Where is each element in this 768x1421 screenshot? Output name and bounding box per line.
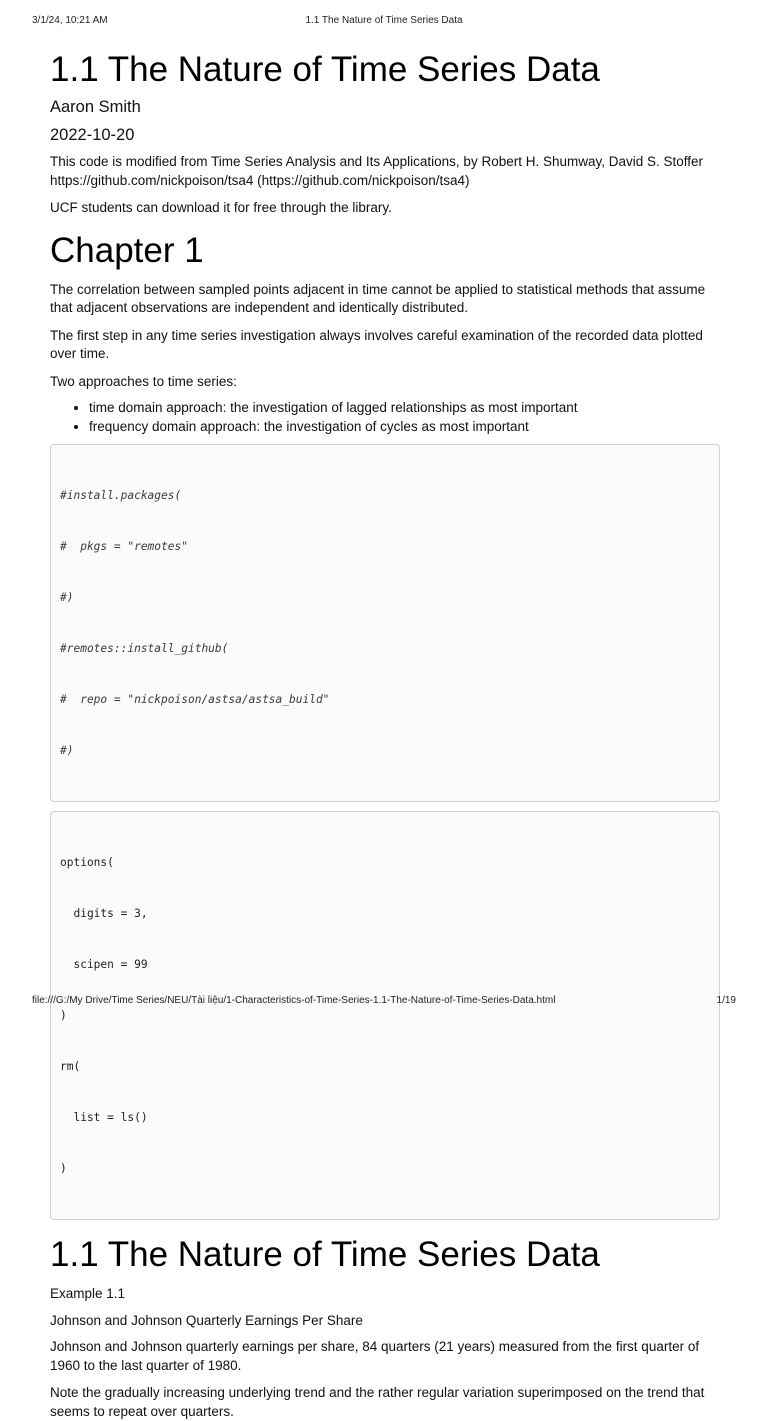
code-block-options[interactable] <box>50 811 720 1220</box>
document-date: 2022-10-20 <box>50 126 135 144</box>
print-file-url: file:///G:/My Drive/Time Series/NEU/Tài liệu/1-Characteristics-of-Time-Series-1.1-The-Nature-of-Time-Series-Data.html <box>32 995 556 1006</box>
code-line: ) <box>60 1162 67 1175</box>
chapter-paragraph-3: Two approaches to time series: <box>50 373 237 389</box>
section-paragraph-1: Johnson and Johnson quarterly earnings per share, 84 quarters (21 years) measured from the first quarter of 1960 to the last quarter of 1980. <box>50 1339 700 1373</box>
chapter-paragraph-2: The first step in any time series investigation always involves careful examination of the recorded data plotted over time. <box>50 327 703 361</box>
code-line: rm( <box>60 1060 81 1073</box>
approaches-list <box>50 399 718 436</box>
intro-source-text: This code is modified from Time Series Analysis and Its Applications, by Robert H. Shumway, David S. Stoffer <box>50 154 704 169</box>
author: Aaron Smith <box>50 98 141 116</box>
print-header <box>32 15 736 29</box>
code-block-install[interactable] <box>50 444 720 802</box>
page-number: 1/19 <box>716 995 736 1006</box>
intro-paragraph <box>50 153 718 190</box>
section-paragraph-2: Note the gradually increasing underlying trend and the rather regular variation superimposed on the trend that seems to repeat over quarters. <box>50 1385 705 1419</box>
code-line: #) <box>60 744 74 757</box>
code-line: ) <box>60 1009 67 1022</box>
document-body <box>50 48 718 1421</box>
code-line: #) <box>60 591 74 604</box>
list-item: • frequency domain approach: the investigation of cycles as most important <box>89 418 718 437</box>
library-note: UCF students can download it for free through the library. <box>50 200 392 215</box>
code-line: # repo = "nickpoison/astsa/astsa_build" <box>60 693 330 706</box>
chapter-heading: Chapter 1 <box>50 230 204 270</box>
list-item: • time domain approach: the investigation of lagged relationships as most important <box>89 399 718 418</box>
print-doc-title: 1.1 The Nature of Time Series Data <box>305 15 463 26</box>
intro-link[interactable]: https://github.com/nickpoison/tsa4 (https://github.com/nickpoison/tsa4) <box>50 172 470 188</box>
print-footer <box>32 995 736 1009</box>
print-datetime: 3/1/24, 10:21 AM <box>32 15 108 26</box>
code-line: scipen = 99 <box>60 958 148 971</box>
example-label: Example 1.1 <box>50 1286 126 1301</box>
chapter-paragraph-1: The correlation between sampled points adjacent in time cannot be applied to statistical methods that assume that adjacent observations are independent and identically distributed. <box>50 281 706 315</box>
code-line: list = ls() <box>60 1111 148 1124</box>
document-title: 1.1 The Nature of Time Series Data <box>50 50 600 89</box>
code-line: #remotes::install_github( <box>60 642 229 655</box>
code-line: # pkgs = "remotes" <box>60 540 188 553</box>
code-line: options( <box>60 856 114 869</box>
code-line: digits = 3, <box>60 907 148 920</box>
section-heading: 1.1 The Nature of Time Series Data <box>50 1235 600 1274</box>
code-line: #install.packages( <box>60 489 182 502</box>
example-subtitle: Johnson and Johnson Quarterly Earnings Per Share <box>50 1312 363 1328</box>
